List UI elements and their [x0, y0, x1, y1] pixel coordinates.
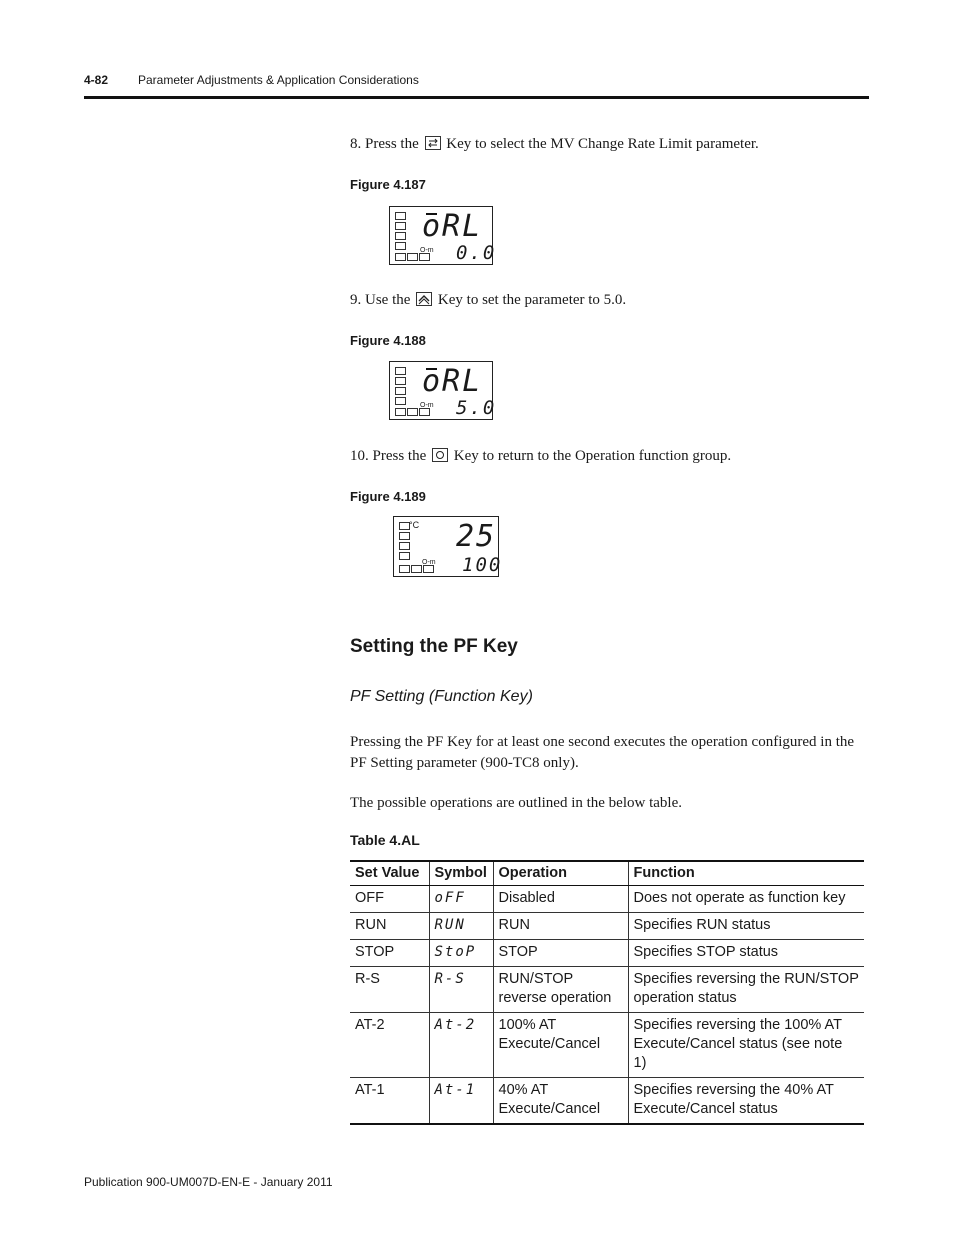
operation-cell: RUN — [493, 913, 628, 940]
set-value-cell: OFF — [350, 886, 429, 913]
set-value-cell: AT-1 — [350, 1078, 429, 1125]
column-header: Operation — [493, 861, 628, 886]
pv-display-text: oRL — [422, 209, 483, 244]
page-header — [84, 73, 419, 87]
table-header-row — [350, 861, 864, 886]
figure-caption-187: Figure 4.187 — [350, 177, 426, 192]
chapter-title: Parameter Adjustments & Application Considerations — [138, 73, 419, 87]
bottom-indicators — [395, 253, 430, 261]
page-footer: Publication 900-UM007D-EN-E - January 2011 — [84, 1175, 333, 1189]
function-cell: Specifies reversing the 100% AT Execute/Cancel status (see note 1) — [628, 1013, 864, 1078]
set-value-cell: RUN — [350, 913, 429, 940]
symbol-cell: StoP — [429, 940, 493, 967]
key-lock-icon: O‑m — [420, 247, 434, 254]
body-paragraph-1: Pressing the PF Key for at least one second executes the operation configured in the PF Setting parameter (900-TC8 only). — [350, 734, 855, 771]
section-heading: Setting the PF Key — [350, 636, 518, 657]
step-8-prefix: 8. Press the — [350, 136, 419, 152]
controller-display-187 — [389, 206, 497, 265]
operation-cell: Disabled — [493, 886, 628, 913]
table-row — [350, 967, 864, 1013]
function-cell: Specifies STOP status — [628, 940, 864, 967]
symbol-cell: RUN — [429, 913, 493, 940]
set-value-cell: R-S — [350, 967, 429, 1013]
key-lock-icon: O‑m — [422, 559, 436, 566]
body-paragraph-2: The possible operations are outlined in the below table. — [350, 795, 682, 811]
table-row — [350, 886, 864, 913]
table-row — [350, 1078, 864, 1125]
controller-display-189 — [393, 516, 503, 577]
function-cell: Specifies reversing the RUN/STOP operation status — [628, 967, 864, 1013]
step-9 — [350, 292, 626, 309]
step-8-suffix: Key to select the MV Change Rate Limit parameter. — [446, 136, 759, 152]
symbol-cell: At-2 — [429, 1013, 493, 1078]
function-cell: Does not operate as function key — [628, 886, 864, 913]
step-10-suffix: Key to return to the Operation function group. — [453, 448, 732, 464]
page-number: 4-82 — [84, 73, 109, 87]
controller-display-188 — [389, 361, 497, 420]
operation-cell: STOP — [493, 940, 628, 967]
mode-key-icon — [425, 136, 441, 150]
set-value-cell: AT-2 — [350, 1013, 429, 1078]
table-row — [350, 913, 864, 940]
temperature-unit: °C — [409, 520, 420, 530]
key-lock-icon: O‑m — [420, 402, 434, 409]
set-value-cell: STOP — [350, 940, 429, 967]
table-row — [350, 1013, 864, 1078]
sv-display-text: 0.0 — [456, 242, 497, 264]
figure-caption-188: Figure 4.188 — [350, 333, 426, 348]
pf-settings-table — [350, 860, 864, 1125]
status-indicators — [395, 367, 406, 407]
header-rule — [84, 96, 869, 99]
bottom-indicators — [395, 408, 430, 416]
function-cell: Specifies RUN status — [628, 913, 864, 940]
column-header: Symbol — [429, 861, 493, 886]
step-10 — [350, 448, 731, 465]
pv-display-text: 25 — [456, 519, 497, 554]
symbol-cell: oFF — [429, 886, 493, 913]
status-indicators — [395, 212, 406, 252]
level-key-icon — [432, 448, 448, 462]
up-key-icon — [416, 292, 432, 306]
step-9-prefix: 9. Use the — [350, 292, 411, 308]
sv-display-text: 100 — [462, 554, 503, 576]
symbol-cell: At-1 — [429, 1078, 493, 1125]
step-10-prefix: 10. Press the — [350, 448, 427, 464]
operation-cell: 100% AT Execute/Cancel — [493, 1013, 628, 1078]
table-row — [350, 940, 864, 967]
section-subheading: PF Setting (Function Key) — [350, 688, 533, 705]
table-caption: Table 4.AL — [350, 832, 420, 848]
figure-caption-189: Figure 4.189 — [350, 489, 426, 504]
symbol-cell: R-S — [429, 967, 493, 1013]
bottom-indicators — [399, 565, 434, 573]
sv-display-text: 5.0 — [456, 397, 497, 419]
operation-cell: 40% AT Execute/Cancel — [493, 1078, 628, 1125]
pv-display-text: oRL — [422, 364, 483, 399]
operation-cell: RUN/STOP reverse operation — [493, 967, 628, 1013]
step-9-suffix: Key to set the parameter to 5.0. — [437, 292, 627, 308]
step-8 — [350, 136, 759, 153]
column-header: Function — [628, 861, 864, 886]
function-cell: Specifies reversing the 40% AT Execute/Cancel status — [628, 1078, 864, 1125]
column-header: Set Value — [350, 861, 429, 886]
